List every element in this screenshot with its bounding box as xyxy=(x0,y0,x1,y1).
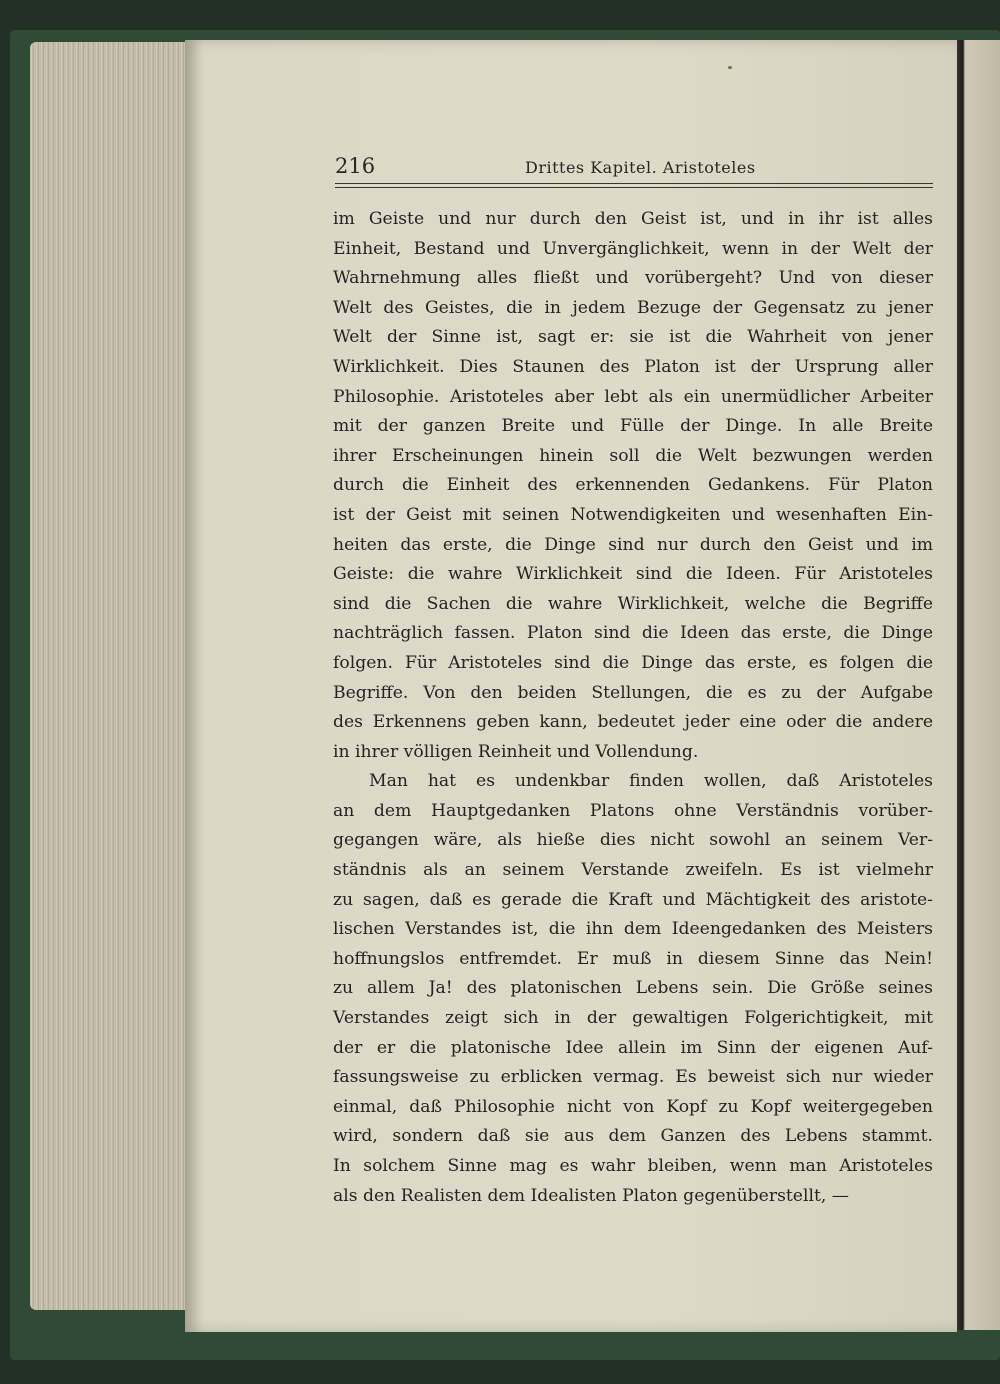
page-stack-edge xyxy=(30,42,190,1310)
text-line: Wahrnehmung alles fließt und vorübergeht? Und von dieser xyxy=(333,268,933,289)
text-line: als den Realisten dem Idealisten Platon gegenüberstellt, — xyxy=(333,1185,849,1206)
text-line: Einheit, Bestand und Unvergänglichkeit, wenn in der Welt der xyxy=(333,238,933,259)
text-line: Geiste: die wahre Wirklichkeit sind die Ideen. Für Aristoteles xyxy=(333,564,933,585)
page-number: 216 xyxy=(335,154,376,178)
text-line: an dem Hauptgedanken Platons ohne Verständnis vorüber- xyxy=(333,800,933,821)
text-line: der er die platonische Idee allein im Sinn der eigenen Auf- xyxy=(333,1037,933,1058)
paragraph-first-line: Man hat es undenkbar finden wollen, daß Aristoteles xyxy=(369,771,933,792)
text-line: Welt der Sinne ist, sagt er: sie ist die Wahrheit von jener xyxy=(333,327,933,348)
text-line: des Erkennens geben kann, bedeutet jeder eine oder die andere xyxy=(333,712,933,733)
paragraph-last-line: in ihrer völligen Reinheit und Vollendung. xyxy=(333,741,699,762)
text-line: ihrer Erscheinungen hinein soll die Welt bezwungen werden xyxy=(333,445,933,466)
text-line: Welt des Geistes, die in jedem Bezuge der Gegensatz zu jener xyxy=(333,297,933,318)
text-line: zu sagen, daß es gerade die Kraft und Mächtigkeit des aristote- xyxy=(333,889,933,910)
text-line: wird, sondern daß sie aus dem Ganzen des Lebens stammt. xyxy=(333,1126,933,1147)
text-line: ist der Geist mit seinen Notwendigkeiten und wesenhaften Ein- xyxy=(333,504,933,525)
ink-smudge xyxy=(728,66,732,69)
text-line: zu allem Ja! des platonischen Lebens sein. Die Größe seines xyxy=(333,978,933,999)
text-line: Begriffe. Von den beiden Stellungen, die es zu der Aufgabe xyxy=(333,682,933,703)
text-line: folgen. Für Aristoteles sind die Dinge das erste, es folgen die xyxy=(333,652,933,673)
text-line: In solchem Sinne mag es wahr bleiben, wenn man Aristoteles xyxy=(333,1156,933,1176)
text-line: sind die Sachen die wahre Wirklichkeit, welche die Begriffe xyxy=(333,593,933,614)
header-rule-second xyxy=(335,187,933,188)
text-line: gegangen wäre, als hieße dies nicht sowohl an seinem Ver- xyxy=(333,830,933,851)
text-line: lischen Verstandes ist, die ihn dem Ideengedanken des Meisters xyxy=(333,919,933,940)
text-line: Verstandes zeigt sich in der gewaltigen Folgerichtigkeit, mit xyxy=(333,1008,933,1029)
text-line: durch die Einheit des erkennenden Gedankens. Für Platon xyxy=(333,475,933,496)
next-page-edge xyxy=(955,40,1000,1330)
body-text xyxy=(333,205,933,1211)
header-rule xyxy=(335,183,933,184)
text-line: heiten das erste, die Dinge sind nur durch den Geist und im xyxy=(333,534,933,555)
text-line: ständnis als an seinem Verstande zweifeln. Es ist vielmehr xyxy=(333,860,933,881)
text-line: Philosophie. Aristoteles aber lebt als ein unermüdlicher Arbeiter xyxy=(333,386,933,407)
text-line: einmal, daß Philosophie nicht von Kopf zu Kopf weitergegeben xyxy=(333,1096,933,1117)
text-line: nachträglich fassen. Platon sind die Ideen das erste, die Dinge xyxy=(333,623,933,644)
running-head-title: Drittes Kapitel. Aristoteles xyxy=(525,158,756,177)
text-line: mit der ganzen Breite und Fülle der Dinge. In alle Breite xyxy=(333,416,933,437)
text-line: hoffnungslos entfremdet. Er muß in diesem Sinne das Nein! xyxy=(333,948,933,969)
text-line: im Geiste und nur durch den Geist ist, und in ihr ist alles xyxy=(333,209,933,229)
running-head xyxy=(335,150,933,182)
text-line: Wirklichkeit. Dies Staunen des Platon ist der Ursprung aller xyxy=(333,356,933,377)
text-line: fassungsweise zu erblicken vermag. Es beweist sich nur wieder xyxy=(333,1067,933,1088)
